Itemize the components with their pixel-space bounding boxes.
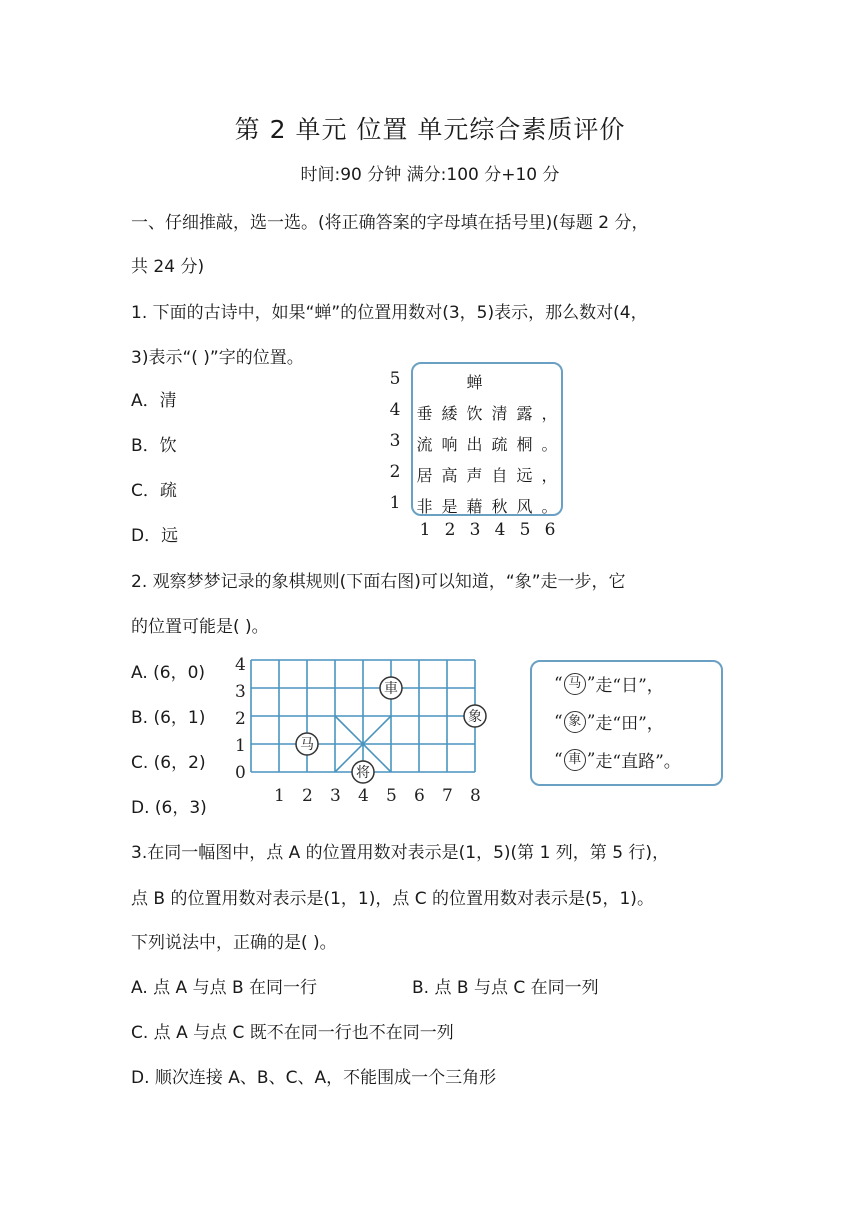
poem-char: 出 — [466, 435, 483, 454]
q1-option-d[interactable]: D．远 — [131, 526, 179, 546]
poem-char: 緌 — [441, 404, 458, 423]
poem-char: 疏 — [491, 435, 508, 454]
rule-ma: “ 马 ” 走“日”， — [554, 671, 664, 696]
poem-row-label: 4 — [389, 400, 401, 420]
poem-char: 流 — [416, 435, 433, 454]
q3-option-c[interactable]: C. 点 A 与点 C 既不在同一行也不在同一列 — [131, 1023, 454, 1043]
section-heading: 一、仔细推敲，选一选。(将正确答案的字母填在括号里)(每题 2 分， — [131, 213, 649, 233]
chess-rules-box — [530, 660, 723, 786]
q1-text-cont: 3)表示“( )”字的位置。 — [131, 348, 304, 368]
poem-char: 风 — [516, 497, 533, 516]
q1-option-c[interactable]: C．疏 — [131, 481, 177, 501]
poem-char: 。 — [541, 435, 558, 454]
poem-row-label: 1 — [389, 493, 401, 513]
q2-option-c[interactable]: C. (6，2) — [131, 753, 206, 773]
q2-text: 2. 观察梦梦记录的象棋规则(下面右图)可以知道，“象”走一步，它 — [131, 572, 626, 592]
q2-option-d[interactable]: D. (6，3) — [131, 798, 207, 818]
poem-char: 桐 — [516, 435, 533, 454]
poem-char: 清 — [491, 404, 508, 423]
chess-board-figure — [225, 650, 495, 810]
poem-row-label: 3 — [389, 431, 401, 451]
piece-xiang-icon: 象 — [564, 711, 586, 733]
q1-option-b[interactable]: B．饮 — [131, 436, 177, 456]
section-heading-cont: 共 24 分) — [131, 257, 205, 277]
poem-char: 居 — [416, 466, 433, 485]
board-x-label: 4 — [358, 786, 369, 806]
chess-piece-label: 将 — [356, 765, 370, 781]
poem-col-label: 3 — [469, 520, 481, 540]
board-y-label: 1 — [235, 736, 246, 756]
piece-ma-icon: 马 — [564, 673, 586, 695]
poem-char: 声 — [466, 466, 483, 485]
poem-char: 秋 — [491, 497, 508, 516]
poem-char: 藉 — [466, 497, 483, 516]
q1-option-a[interactable]: A．清 — [131, 391, 177, 411]
poem-col-label: 4 — [494, 520, 506, 540]
chess-piece-label: 車 — [384, 681, 398, 697]
board-x-label: 3 — [330, 786, 341, 806]
poem-char: 高 — [441, 466, 458, 485]
poem-char: 垂 — [416, 404, 433, 423]
chess-piece-label: 象 — [468, 709, 482, 725]
poem-col-label: 1 — [419, 520, 431, 540]
poem-char: 非 — [416, 497, 433, 516]
board-x-label: 6 — [414, 786, 425, 806]
board-y-label: 2 — [235, 709, 246, 729]
poem-char: 露 — [516, 404, 533, 423]
poem-col-label: 5 — [519, 520, 531, 540]
board-y-label: 4 — [235, 655, 246, 675]
board-x-label: 8 — [470, 786, 481, 806]
board-x-label: 2 — [302, 786, 313, 806]
rule-text: 走“日”， — [595, 676, 664, 696]
q1-text: 1. 下面的古诗中，如果“蝉”的位置用数对(3，5)表示，那么数对(4， — [131, 303, 648, 323]
q3-text-cont: 点 B 的位置用数对表示是(1，1)，点 C 的位置用数对表示是(5，1)。 — [131, 889, 654, 909]
board-y-label: 0 — [235, 763, 246, 783]
board-axis-labels — [235, 655, 481, 806]
piece-ju-icon: 車 — [564, 749, 586, 771]
poem-col-label: 2 — [444, 520, 456, 540]
board-y-label: 3 — [235, 682, 246, 702]
poem-char: 饮 — [466, 404, 483, 423]
q3-text-cont2: 下列说法中，正确的是( )。 — [131, 933, 337, 953]
q2-option-b[interactable]: B. (6，1) — [131, 708, 206, 728]
exam-time-score: 时间:90 分钟 满分:100 分+10 分 — [300, 165, 560, 185]
poem-char: 响 — [441, 435, 458, 454]
board-x-label: 7 — [442, 786, 453, 806]
page-title: 第 2 单元 位置 单元综合素质评价 — [234, 115, 626, 144]
poem-char: 蝉 — [466, 373, 483, 392]
board-x-label: 1 — [274, 786, 285, 806]
chess-piece-label: 马 — [300, 737, 314, 753]
q2-option-a[interactable]: A. (6，0) — [131, 663, 206, 683]
poem-char: 。 — [541, 497, 558, 516]
q3-option-a[interactable]: A. 点 A 与点 B 在同一行 — [131, 978, 318, 998]
poem-char: 是 — [441, 497, 458, 516]
poem-char: 远 — [516, 466, 533, 485]
q3-option-d[interactable]: D. 顺次连接 A、B、C、A，不能围成一个三角形 — [131, 1068, 497, 1088]
rule-text: 走“田”， — [595, 714, 664, 734]
poem-row-label: 5 — [389, 369, 401, 389]
poem-char: 自 — [491, 466, 508, 485]
q2-text-cont: 的位置可能是( )。 — [131, 617, 269, 637]
poem-col-label: 6 — [544, 520, 556, 540]
board-grid — [251, 660, 475, 772]
poem-row-label: 2 — [389, 462, 401, 482]
poem-char: ， — [541, 466, 558, 485]
q3-text: 3.在同一幅图中，点 A 的位置用数对表示是(1，5)(第 1 列，第 5 行)， — [131, 843, 670, 863]
poem-char: ， — [541, 404, 558, 423]
rule-ju: “ 車 ” 走“直路”。 — [554, 747, 681, 772]
board-x-label: 5 — [386, 786, 397, 806]
q3-option-b[interactable]: B. 点 B 与点 C 在同一列 — [412, 978, 599, 998]
rule-text: 走“直路”。 — [595, 752, 681, 772]
rule-xiang: “ 象 ” 走“田”， — [554, 709, 664, 734]
